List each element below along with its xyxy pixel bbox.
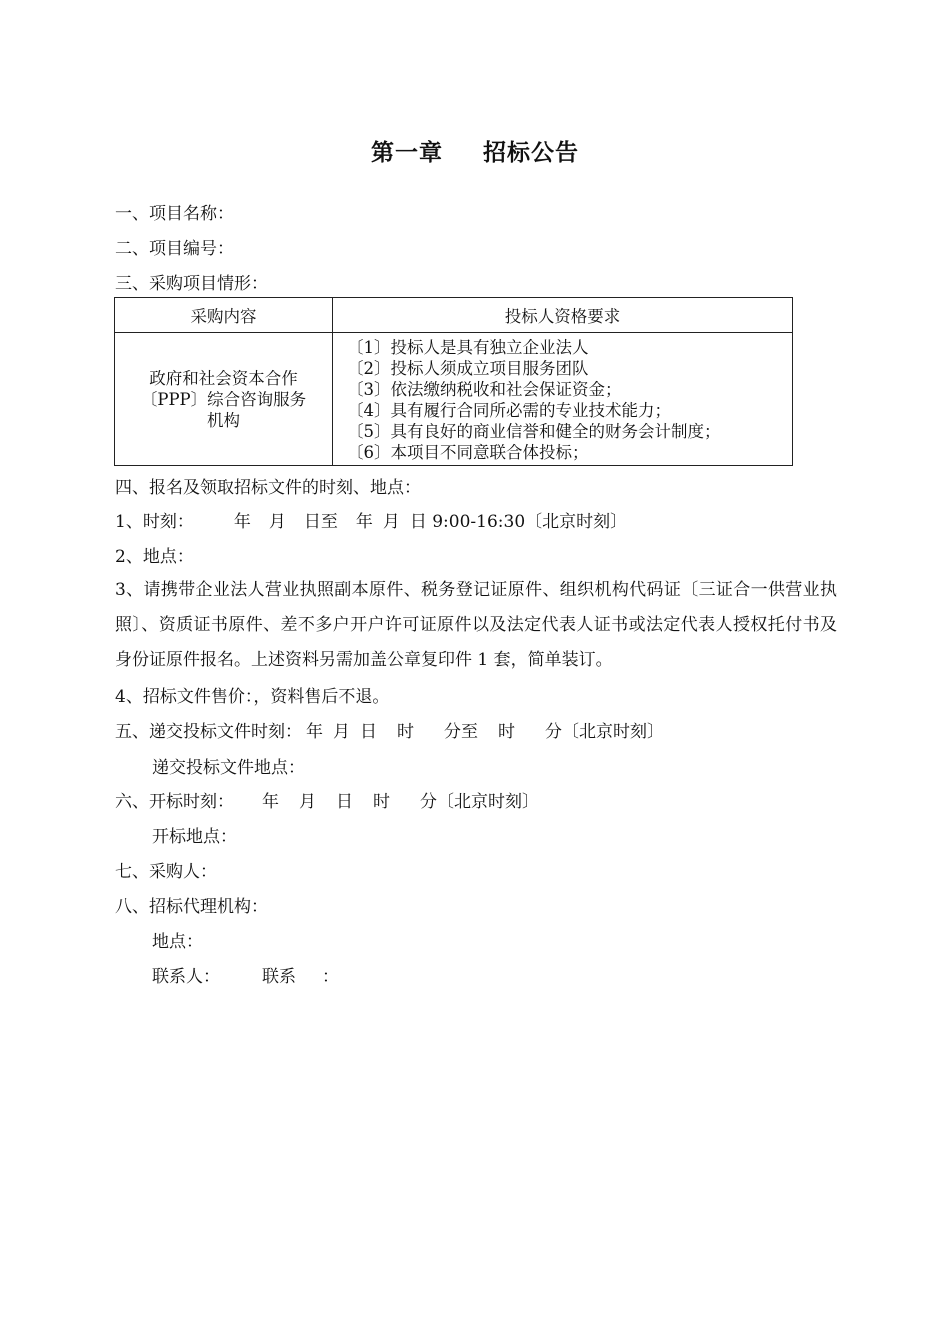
requirement-item: 〔6〕本项目不同意联合体投标；: [347, 443, 589, 462]
registration-time: 1、时刻： 年 月 日至 年 月 日 9:00-16:30〔北京时刻〕: [115, 512, 628, 532]
content-line: 政府和社会资本合作: [149, 368, 298, 388]
submission-time: 五、递交投标文件时刻： 年 月 日 时 分至 时 分〔北京时刻〕: [115, 722, 664, 742]
required-documents-paragraph: 3、请携带企业法人营业执照副本原件、税务登记证原件、组织机构代码证〔三证合一供营业执照〕、资质证书原件、差不多户开户许可证原件以及法定代表人证书或法定代表人授权托付书及身份证原件报名。上述资料另需加盖公章复印件 1 套，简单装订。: [115, 580, 837, 670]
procurement-situation: 三、采购项目情形：: [115, 274, 268, 294]
opening-place: 开标地点：: [152, 827, 237, 847]
project-name: 一、项目名称：: [115, 204, 234, 224]
table-row: [115, 333, 793, 466]
requirement-item: 〔1〕投标人是具有独立企业法人: [347, 338, 589, 357]
registration-heading: 四、报名及领取招标文件的时刻、地点：: [115, 478, 421, 498]
document-price: 4、招标文件售价：，资料售后不退。: [115, 687, 390, 707]
page-title: [0, 134, 950, 167]
requirement-item: 〔5〕具有良好的商业信誉和健全的财务会计制度；: [347, 422, 721, 441]
registration-place: 2、地点：: [115, 547, 194, 567]
opening-time: 六、开标时刻： 年 月 日 时 分〔北京时刻〕: [115, 792, 539, 812]
agent-contact: 联系人： 联系 ：: [152, 967, 339, 987]
procurement-content-cell: [115, 333, 333, 466]
requirements-table: [114, 297, 793, 466]
contact-person-label: 联系人：: [152, 967, 220, 987]
table-header-row: [115, 298, 793, 333]
table-header: 采购内容: [115, 298, 333, 333]
chapter-title: 招标公告: [483, 140, 579, 166]
chapter-label: 第一章: [371, 140, 443, 166]
agent-place: 地点：: [152, 932, 203, 952]
content-line: 机构: [207, 410, 240, 430]
tender-agent: 八、招标代理机构：: [115, 897, 268, 917]
project-number: 二、项目编号：: [115, 239, 234, 259]
requirement-item: 〔4〕具有履行合同所必需的专业技术能力；: [347, 401, 671, 420]
contact-phone-label: 联系: [262, 967, 296, 987]
requirement-item: 〔3〕依法缴纳税收和社会保证资金；: [347, 380, 622, 399]
qualification-cell: [333, 333, 793, 466]
requirement-item: 〔2〕投标人须成立项目服务团队: [347, 359, 589, 378]
submission-place: 递交投标文件地点：: [152, 758, 305, 778]
table-header: 投标人资格要求: [333, 298, 793, 333]
purchaser: 七、采购人：: [115, 862, 217, 882]
content-line: 〔PPP〕综合咨询服务: [140, 389, 307, 409]
